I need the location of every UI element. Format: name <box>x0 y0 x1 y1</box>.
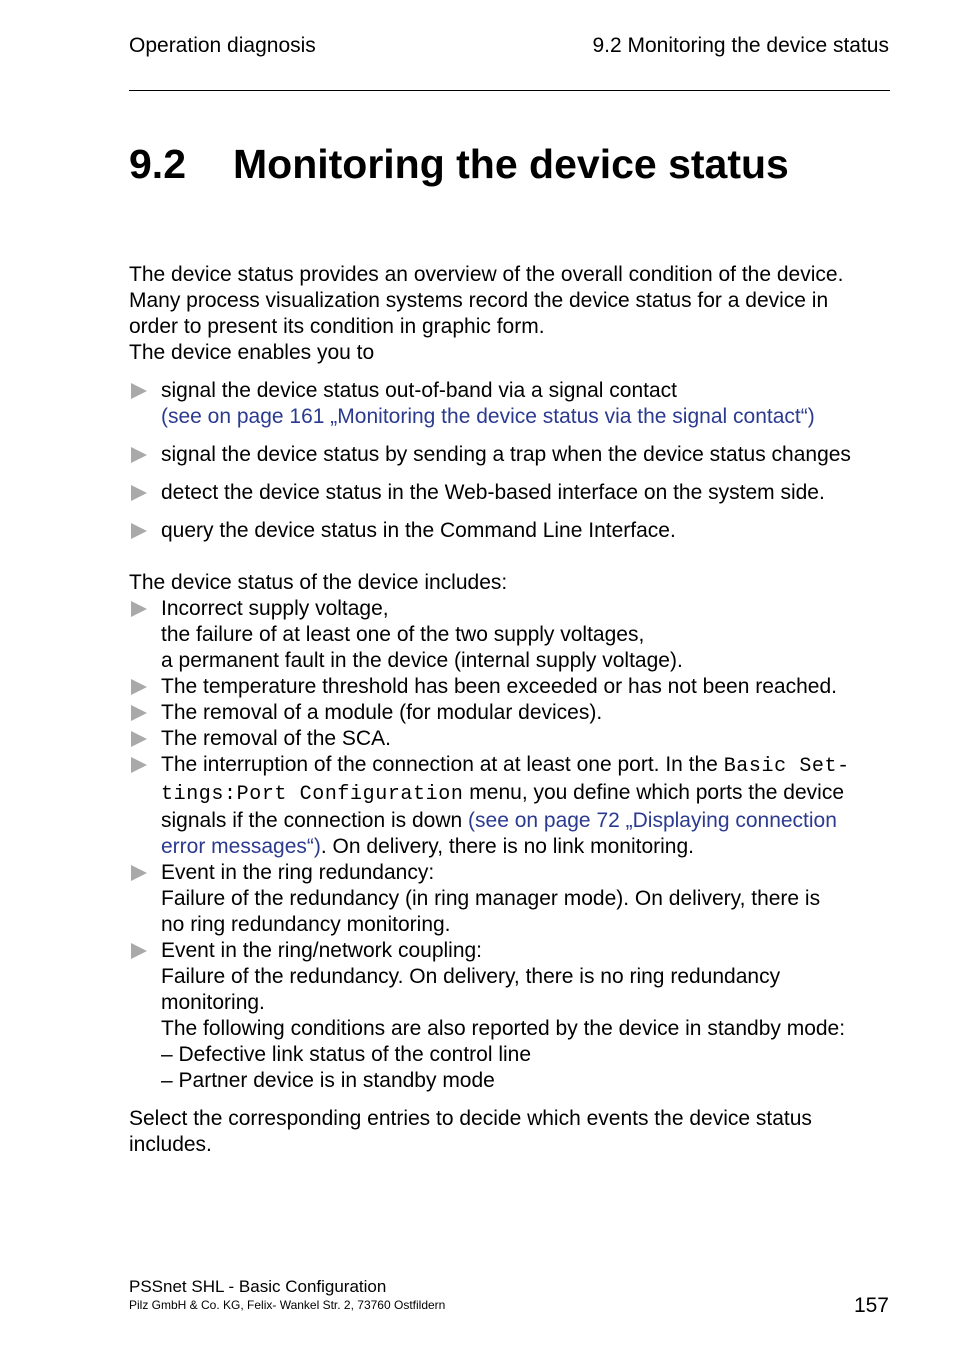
body-content <box>129 262 899 1158</box>
intro-line: The device status provides an overview of the overall condition of the device. <box>129 263 844 286</box>
item-line: the failure of at least one of the two supply voltages, <box>161 623 645 646</box>
item-line: The removal of the SCA. <box>161 727 391 750</box>
page-number: 157 <box>853 1294 889 1317</box>
capability-item <box>129 480 899 506</box>
closing-line: includes. <box>129 1133 212 1156</box>
item-text: . On delivery, there is no link monitoring. <box>320 835 694 858</box>
bullet-arrow-icon <box>131 757 147 773</box>
includes-item-voltage <box>129 596 899 674</box>
closing-paragraph <box>129 1106 899 1158</box>
bullet-arrow-icon <box>131 943 147 959</box>
bullet-arrow-icon <box>131 705 147 721</box>
includes-item-sca <box>129 726 899 752</box>
closing-line: Select the corresponding entries to decide which events the device status <box>129 1107 812 1130</box>
bullet-arrow-icon <box>131 523 147 539</box>
capability-text: signal the device status out-of-band via a signal contact <box>161 379 677 402</box>
bullet-arrow-icon <box>131 485 147 501</box>
intro-paragraph <box>129 262 899 366</box>
includes-item-ring <box>129 860 899 938</box>
item-line: – Defective link status of the control line <box>161 1043 532 1066</box>
item-line: monitoring. <box>161 991 265 1014</box>
item-line: Event in the ring redundancy: <box>161 861 435 884</box>
includes-item-temperature <box>129 674 899 700</box>
section-number: 9.2 <box>129 141 186 187</box>
bullet-arrow-icon <box>131 383 147 399</box>
item-line: a permanent fault in the device (internal supply voltage). <box>161 649 683 672</box>
running-header-section: 9.2 Monitoring the device status <box>592 34 889 57</box>
includes-item-interruption <box>129 752 899 860</box>
capability-item <box>129 378 899 430</box>
menu-path: Basic Set- <box>723 755 850 778</box>
includes-item-module <box>129 700 899 726</box>
capability-text: signal the device status by sending a trap when the device status changes <box>161 443 851 466</box>
item-text: The interruption of the connection at at least one port. In the <box>161 753 724 776</box>
includes-item-coupling <box>129 938 899 1094</box>
bullet-arrow-icon <box>131 731 147 747</box>
item-line: Event in the ring/network coupling: <box>161 939 483 962</box>
section-title <box>129 138 789 190</box>
capability-text: query the device status in the Command Line Interface. <box>161 519 676 542</box>
item-text: menu, you define which ports the device <box>463 781 845 804</box>
capability-text: detect the device status in the Web-based interface on the system side. <box>161 481 825 504</box>
cross-reference-link[interactable]: (see on page 72 „Displaying connection <box>468 809 837 832</box>
cross-reference-link[interactable]: error messages“) <box>161 835 321 858</box>
bullet-arrow-icon <box>131 679 147 695</box>
item-line: Failure of the redundancy. On delivery, there is no ring redundancy <box>161 965 781 988</box>
footer-company: Pilz GmbH & Co. KG, Felix- Wankel Str. 2, 73760 Ostfildern <box>129 1298 446 1312</box>
bullet-arrow-icon <box>131 601 147 617</box>
capability-item <box>129 518 899 544</box>
running-header-chapter: Operation diagnosis <box>129 34 316 57</box>
bullet-arrow-icon <box>131 865 147 881</box>
section-title-text: Monitoring the device status <box>233 141 789 187</box>
header-rule <box>129 90 890 91</box>
item-line: The following conditions are also reported by the device in standby mode: <box>161 1017 846 1040</box>
item-line: no ring redundancy monitoring. <box>161 913 451 936</box>
bullet-arrow-icon <box>131 447 147 463</box>
item-text: signals if the connection is down <box>161 809 469 832</box>
intro-line: order to present its condition in graphic form. <box>129 315 545 338</box>
intro-line: Many process visualization systems record the device status for a device in <box>129 289 829 312</box>
menu-path: tings:Port Configuration <box>161 783 464 806</box>
footer-product: PSSnet SHL - Basic Configuration <box>129 1277 387 1296</box>
item-line: The removal of a module (for modular devices). <box>161 701 603 724</box>
item-line: The temperature threshold has been exceeded or has not been reached. <box>161 675 837 698</box>
intro-line: The device enables you to <box>129 341 375 364</box>
item-line: – Partner device is in standby mode <box>161 1069 495 1092</box>
item-line: Failure of the redundancy (in ring manager mode). On delivery, there is <box>161 887 821 910</box>
cross-reference-link[interactable]: (see on page 161 „Monitoring the device status via the signal contact“) <box>161 405 815 428</box>
capability-item <box>129 442 899 468</box>
includes-heading: The device status of the device includes: <box>129 571 508 594</box>
item-line: Incorrect supply voltage, <box>161 597 389 620</box>
